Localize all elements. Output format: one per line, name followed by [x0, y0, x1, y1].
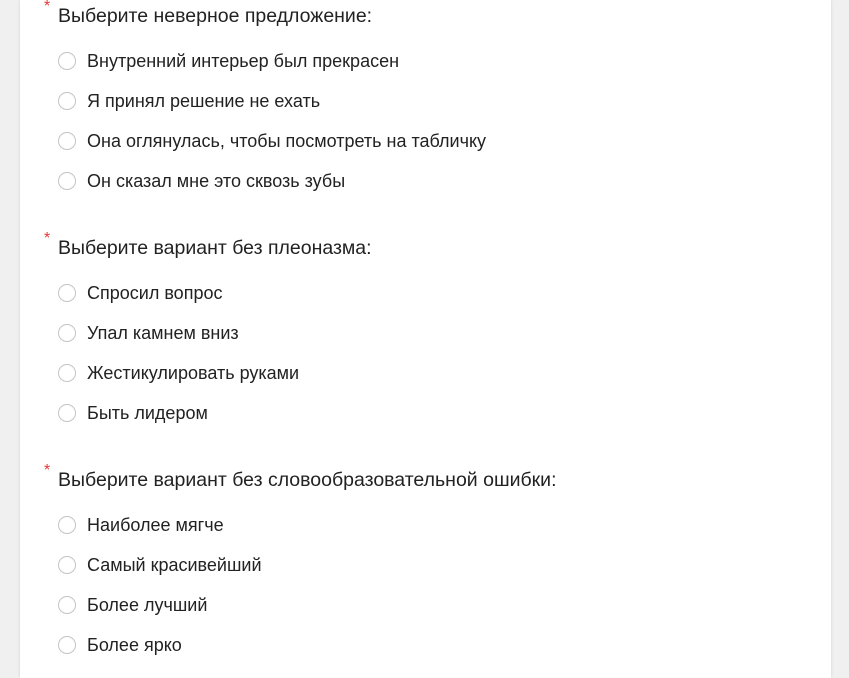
radio-option[interactable] — [58, 358, 299, 388]
option-label[interactable]: Наиболее мягче — [87, 514, 224, 535]
option-label[interactable]: Быть лидером — [87, 402, 208, 423]
radio-option[interactable] — [58, 166, 345, 196]
radio-button[interactable] — [58, 516, 76, 534]
radio-button[interactable] — [58, 132, 76, 150]
option-label[interactable]: Он сказал мне это сквозь зубы — [87, 170, 346, 191]
radio-option[interactable] — [58, 46, 399, 76]
option-label[interactable]: Внутренний интерьер был прекрасен — [87, 50, 400, 71]
radio-option[interactable] — [58, 126, 486, 156]
question-text: Выберите вариант без словообразовательной ошибки: — [58, 468, 557, 491]
radio-button[interactable] — [58, 364, 76, 382]
radio-button[interactable] — [58, 636, 76, 654]
radio-button[interactable] — [58, 596, 76, 614]
option-label[interactable]: Самый красивейший — [87, 554, 262, 575]
radio-button[interactable] — [58, 172, 76, 190]
radio-option[interactable] — [58, 278, 222, 308]
radio-option[interactable] — [58, 590, 207, 620]
radio-option[interactable] — [58, 550, 262, 580]
required-mark: * — [44, 462, 51, 479]
question-title — [44, 2, 372, 30]
radio-option[interactable] — [58, 630, 182, 660]
radio-button[interactable] — [58, 92, 76, 110]
option-label[interactable]: Жестикулировать руками — [87, 362, 300, 383]
option-label[interactable]: Более ярко — [87, 634, 182, 655]
radio-button[interactable] — [58, 52, 76, 70]
question-text: Выберите вариант без плеоназма: — [58, 236, 372, 259]
radio-button[interactable] — [58, 404, 76, 422]
option-label[interactable]: Спросил вопрос — [87, 282, 223, 303]
question-title — [44, 462, 557, 494]
radio-button[interactable] — [58, 556, 76, 574]
radio-option[interactable] — [58, 318, 239, 348]
question-title — [44, 230, 372, 262]
question-text: Выберите неверное предложение: — [58, 4, 373, 27]
option-label[interactable]: Более лучший — [87, 594, 208, 615]
radio-option[interactable] — [58, 510, 224, 540]
radio-button[interactable] — [58, 324, 76, 342]
option-label[interactable]: Упал камнем вниз — [87, 322, 239, 343]
required-mark: * — [44, 0, 51, 15]
option-label[interactable]: Она оглянулась, чтобы посмотреть на табличку — [87, 130, 487, 151]
required-mark: * — [44, 230, 51, 247]
radio-option[interactable] — [58, 398, 208, 428]
radio-option[interactable] — [58, 86, 320, 116]
option-label[interactable]: Я принял решение не ехать — [87, 90, 321, 111]
form-card — [20, 0, 831, 678]
radio-button[interactable] — [58, 284, 76, 302]
